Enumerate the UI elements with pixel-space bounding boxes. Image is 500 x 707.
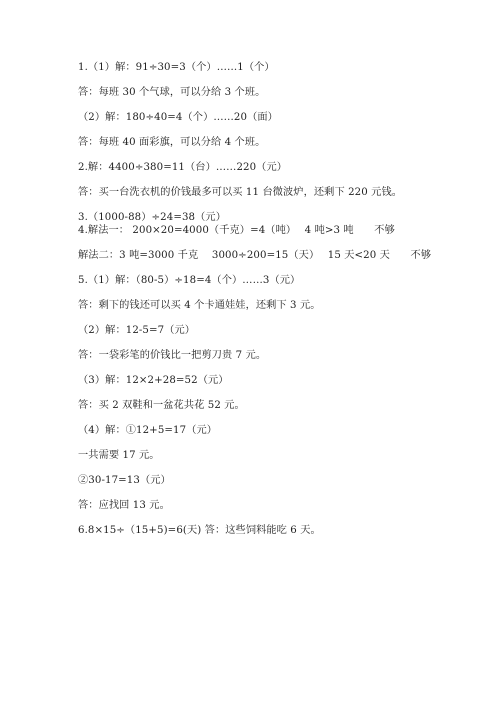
answer-line-7: 3.（1000-88）÷24=38（元） bbox=[78, 212, 226, 223]
answer-line-1: 1.（1）解：91÷30=3（个）……1（个） bbox=[78, 62, 275, 73]
answer-line-8: 4.解法一： 200×20=4000（千克）=4（吨） 4 吨>3 吨 不够 bbox=[78, 225, 395, 236]
answer-line-10: 5.（1）解：（80-5）÷18=4（个）……3（元） bbox=[78, 275, 301, 286]
answer-line-11: 答：剩下的钱还可以买 4 个卡通娃娃，还剩下 3 元。 bbox=[78, 300, 321, 311]
answer-line-15: 答：买 2 双鞋和一盆花共花 52 元。 bbox=[78, 400, 245, 411]
answer-line-2: 答：每班 30 个气球，可以分给 3 个班。 bbox=[78, 87, 266, 98]
answer-line-14: （3）解：12×2+28=52（元） bbox=[78, 375, 229, 386]
answer-line-19: 答：应找回 13 元。 bbox=[78, 500, 170, 511]
answer-line-13: 答：一袋彩笔的价钱比一把剪刀贵 7 元。 bbox=[78, 350, 267, 361]
answer-line-3: （2）解：180÷40=4（个）……20（面） bbox=[78, 112, 278, 123]
answer-line-16: （4）解：①12+5=17（元） bbox=[78, 425, 218, 436]
answer-line-4: 答：每班 40 面彩旗，可以分给 4 个班。 bbox=[78, 137, 266, 148]
answer-line-5: 2.解：4400÷380=11（台）……220（元） bbox=[78, 162, 288, 173]
answer-line-6: 答：买一台洗衣机的价钱最多可以买 11 台微波炉，还剩下 220 元钱。 bbox=[78, 187, 403, 198]
answer-line-17: 一共需要 17 元。 bbox=[78, 450, 160, 461]
answer-line-9: 解法二：3 吨=3000 千克 3000÷200=15（天） 15 天<20 天 不够 bbox=[78, 250, 432, 261]
answer-line-20: 6.8×15÷（15+5)=6(天) 答：这些饲料能吃 6 天。 bbox=[78, 525, 321, 536]
answer-line-12: （2）解：12-5=7（元） bbox=[78, 325, 196, 336]
answer-line-18: ②30-17=13（元） bbox=[78, 475, 171, 486]
